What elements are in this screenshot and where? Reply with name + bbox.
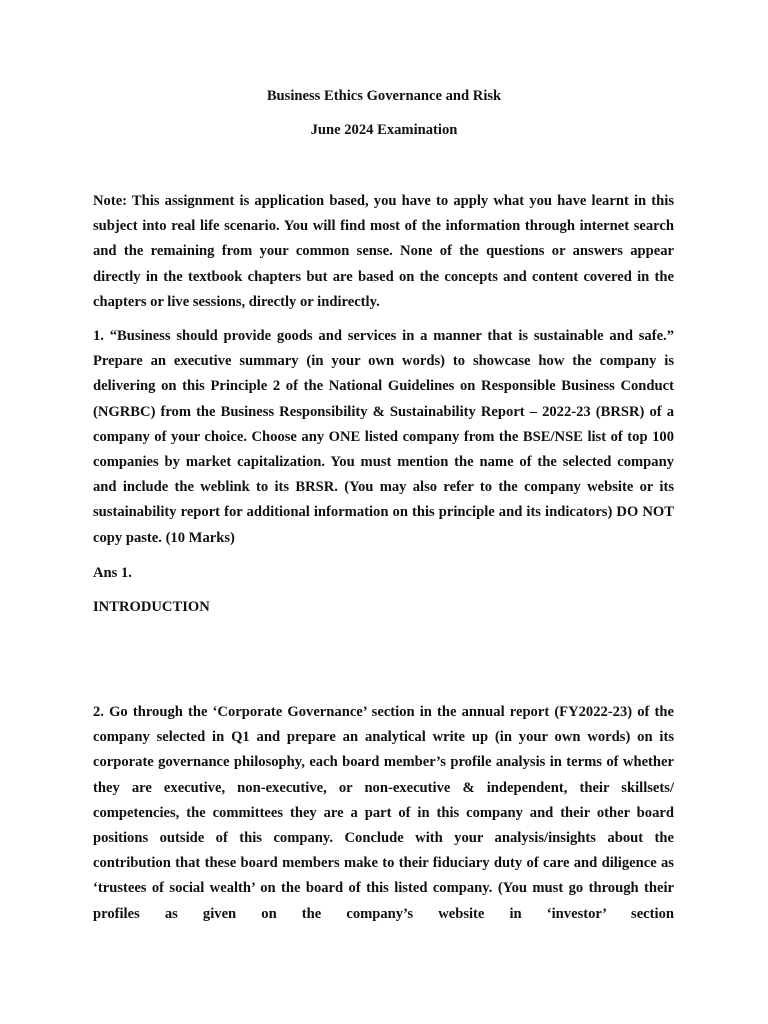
answer-1-label-text: Ans 1.: [93, 565, 132, 581]
note-paragraph: Note: This assignment is application based, you have to apply what you have learnt in this subject into real life scenario. You will find most of the information through internet search and the remaining from your common sense. None of the questions or answers appear directly in the textbook chapters but are based on the concepts and content covered in the chapters or live sessions, directly or indirectly.: [93, 193, 674, 310]
introduction-heading: [93, 595, 674, 620]
introduction-heading-text: INTRODUCTION: [93, 599, 210, 615]
answer-1-label: [93, 561, 674, 586]
exam-session: June 2024 Examination: [310, 122, 458, 138]
question-2-text: 2. Go through the ‘Corporate Governance’ section in the annual report (FY2022-23) of the company selected in Q1 and prepare an analytical write up (in your own words) on its corporate governance philosophy, each board member’s profile analysis in terms of whether they are executive, non-executive, or non-executive & independent, their skillsets/ competencies, the committees they are a part of in this company and their other board positions outside of this company. Conclude with your analysis/insights about the contribution that these board members make to their fiduciary duty of care and diligence as ‘trustees of social wealth’ on the board of this listed company. (You must go through their profiles as given on the company’s website in ‘investor’ section: [93, 704, 674, 922]
question-1-text: 1. “Business should provide goods and services in a manner that is sustainable and safe.” Prepare an executive summary (in your own words) to showcase how the company is delivering on this Principle 2 of the National Guidelines on Responsible Business Conduct (NGRBC) from the Business Responsibility & Sustainability Report – 2022-23 (BRSR) of a company of your choice. Choose any ONE listed company from the BSE/NSE list of top 100 companies by market capitalization. You must mention the name of the selected company and include the weblink to its BRSR. (You may also refer to the company website or its sustainability report for additional information on this principle and its indicators) DO NOT copy paste. (10 Marks): [93, 328, 674, 546]
document-title: Business Ethics Governance and Risk: [266, 88, 502, 104]
question-2: [93, 700, 674, 927]
assignment-note: [93, 189, 674, 315]
question-1: [93, 324, 674, 551]
